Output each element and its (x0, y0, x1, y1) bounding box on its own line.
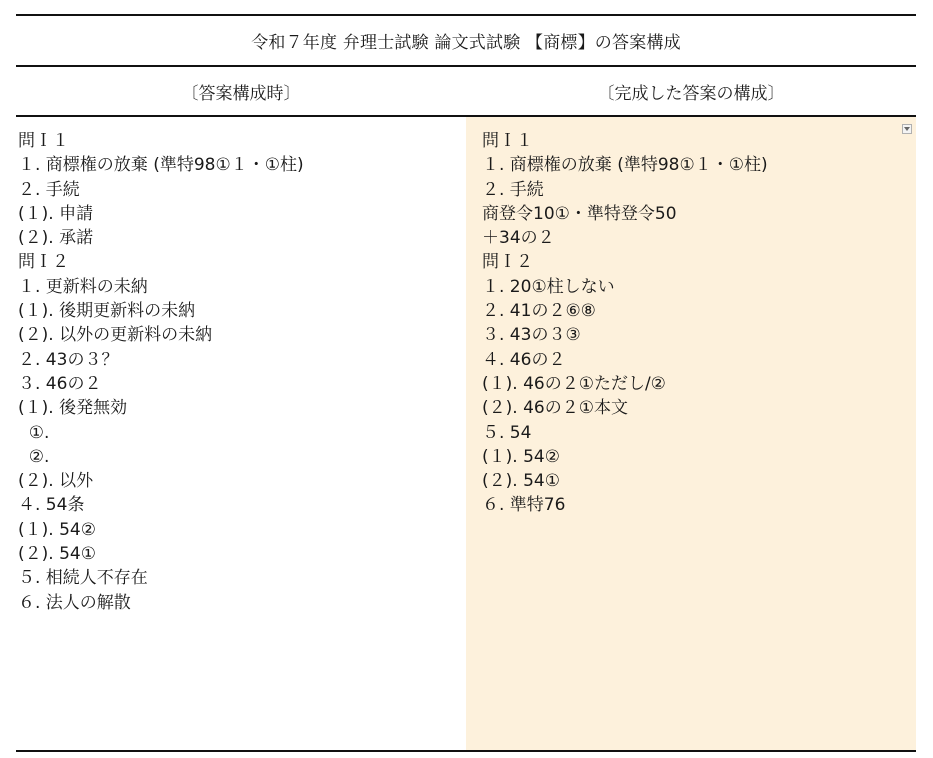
left-line: ３. 46の２ (18, 373, 102, 394)
left-line: (１). 後発無効 (18, 398, 128, 419)
answer-structure-document (16, 14, 916, 752)
left-line: 問Ｉ１ (18, 131, 69, 151)
left-line: ２. 手続 (18, 179, 80, 200)
right-line: (２). 46の２①本文 (482, 398, 628, 419)
left-line: ６. 法人の解散 (18, 592, 131, 613)
right-line: ５. 54 (482, 422, 532, 443)
right-line: ２. 41の２⑥⑧ (482, 301, 596, 322)
dropdown-arrow-icon[interactable] (902, 124, 912, 134)
left-line: (１). 後期更新料の未納 (18, 301, 196, 322)
right-column-content (466, 117, 916, 750)
right-line: ＋34の２ (482, 228, 555, 249)
content-row (16, 117, 916, 750)
right-line: (２). 54① (482, 471, 560, 492)
left-line: ①. (18, 422, 50, 443)
bottom-rule (16, 750, 916, 752)
column-headers (16, 67, 916, 115)
right-column-header: 〔完成した答案の構成〕 (597, 83, 785, 104)
right-line: ３. 43の３③ (482, 325, 581, 346)
left-line: (２). 以外 (18, 471, 94, 492)
left-line: (２). 54① (18, 544, 96, 565)
right-line: 商登令10①・準特登令50 (482, 203, 677, 224)
right-line: １. 20①柱しない (482, 276, 615, 297)
left-line: ５. 相続人不存在 (18, 568, 148, 589)
left-line: (１). 54② (18, 519, 96, 540)
left-line: １. 商標権の放棄 (準特98①１・①柱) (18, 155, 304, 176)
left-line: ②. (18, 446, 50, 467)
right-line: 問Ｉ２ (482, 252, 533, 273)
left-line: (２). 以外の更新料の未納 (18, 325, 213, 346)
right-line: １. 商標権の放棄 (準特98①１・①柱) (482, 155, 768, 176)
right-line: (１). 46の２①ただし/② (482, 373, 666, 394)
document-title: 令和７年度 弁理士試験 論文式試験 【商標】の答案構成 (251, 33, 681, 53)
right-line: ６. 準特76 (482, 495, 566, 516)
left-line: (２). 承諾 (18, 228, 94, 249)
right-line: ４. 46の２ (482, 349, 566, 370)
left-line: ４. 54条 (18, 495, 85, 516)
left-line: (１). 申請 (18, 203, 94, 224)
right-line: 問Ｉ１ (482, 131, 533, 151)
left-line: 問Ｉ２ (18, 252, 69, 273)
left-column-content (16, 117, 466, 750)
right-line: (１). 54② (482, 446, 560, 467)
right-line: ２. 手続 (482, 179, 544, 200)
left-line: ２. 43の３？ (18, 349, 119, 370)
left-line: １. 更新料の未納 (18, 276, 148, 297)
left-column-header: 〔答案構成時〕 (181, 83, 301, 104)
